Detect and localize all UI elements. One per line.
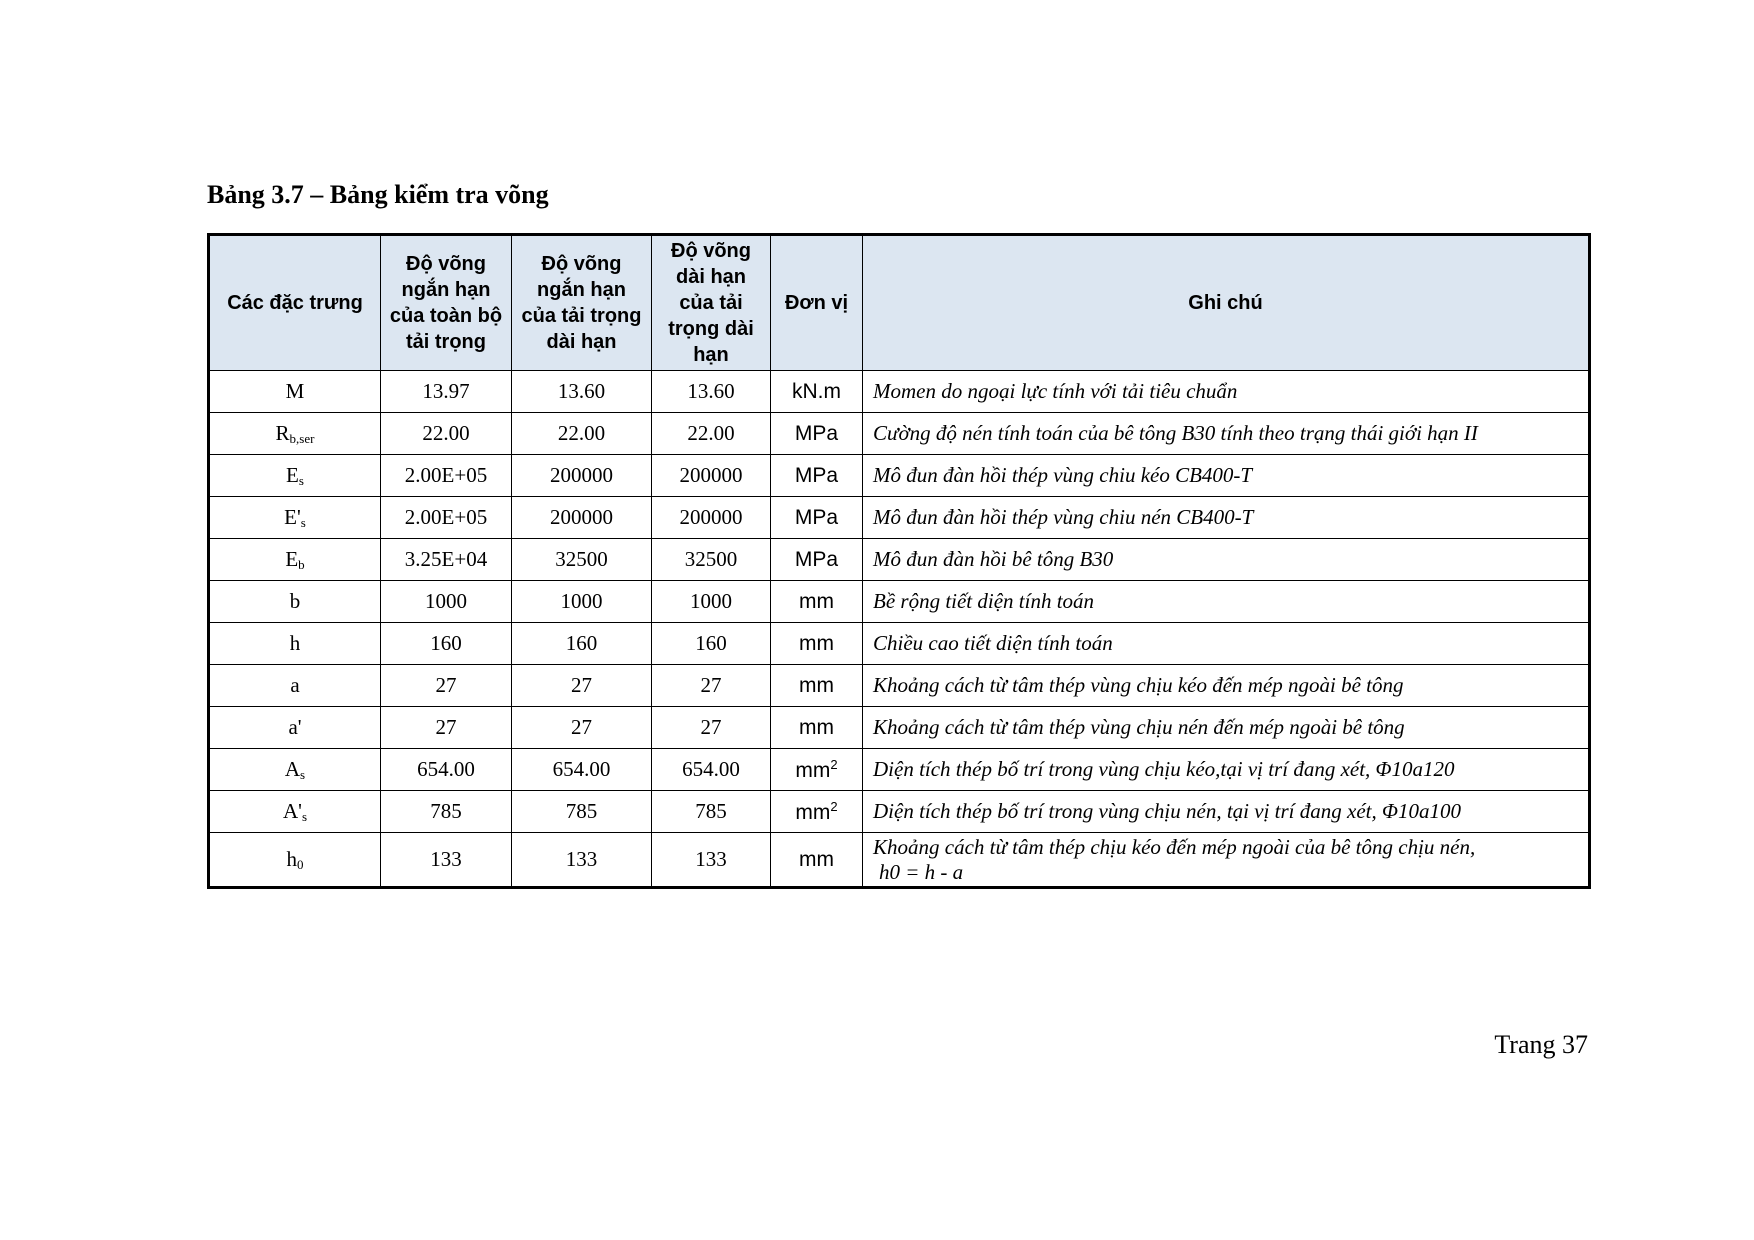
cell-value: 27 xyxy=(512,665,652,707)
cell-unit: mm xyxy=(771,665,863,707)
page-number: Trang 37 xyxy=(1494,1030,1588,1059)
cell-unit: MPa xyxy=(771,455,863,497)
cell-note: Khoảng cách từ tâm thép chịu kéo đến mép ngoài của bê tông chịu nén, h0 = h - a xyxy=(863,833,1590,888)
cell-unit: kN.m xyxy=(771,371,863,413)
cell-note: Cường độ nén tính toán của bê tông B30 tính theo trạng thái giới hạn II xyxy=(863,413,1590,455)
cell-unit: $mm^2$ xyxy=(771,749,863,791)
table-row xyxy=(209,497,1590,539)
table-caption: Bảng 3.7 – Bảng kiểm tra võng xyxy=(207,180,549,209)
cell-value: 3.25E+04 xyxy=(381,539,512,581)
cell-symbol: $h_0$ xyxy=(209,833,381,888)
cell-value: 200000 xyxy=(652,497,771,539)
cell-symbol: $E_b$ xyxy=(209,539,381,581)
cell-value: 27 xyxy=(512,707,652,749)
cell-value: 32500 xyxy=(652,539,771,581)
cell-note: Mô đun đàn hồi thép vùng chiu kéo CB400-T xyxy=(863,455,1590,497)
cell-unit: MPa xyxy=(771,539,863,581)
cell-note: Chiều cao tiết diện tính toán xyxy=(863,623,1590,665)
table-row xyxy=(209,371,1590,413)
header-short-term-full-load: Độ võng ngắn hạn của toàn bộ tải trọng xyxy=(381,235,512,371)
cell-value: 1000 xyxy=(381,581,512,623)
cell-unit: mm xyxy=(771,707,863,749)
table-row xyxy=(209,539,1590,581)
cell-value: 200000 xyxy=(652,455,771,497)
cell-unit: mm xyxy=(771,623,863,665)
cell-value: 1000 xyxy=(652,581,771,623)
cell-value: 654.00 xyxy=(652,749,771,791)
table-row xyxy=(209,707,1590,749)
cell-value: 22.00 xyxy=(512,413,652,455)
cell-value: 27 xyxy=(381,665,512,707)
table-row xyxy=(209,833,1590,888)
cell-value: 2.00E+05 xyxy=(381,455,512,497)
cell-value: 785 xyxy=(652,791,771,833)
table-row xyxy=(209,749,1590,791)
cell-symbol: $A'_s$ xyxy=(209,791,381,833)
cell-value: 160 xyxy=(652,623,771,665)
table-row xyxy=(209,413,1590,455)
cell-note: Diện tích thép bố trí trong vùng chịu kéo,tại vị trí đang xét, Φ10a120 xyxy=(863,749,1590,791)
cell-unit: $mm^2$ xyxy=(771,791,863,833)
cell-value: 27 xyxy=(652,707,771,749)
table-row xyxy=(209,455,1590,497)
cell-value: 13.97 xyxy=(381,371,512,413)
cell-note: Diện tích thép bố trí trong vùng chịu nén, tại vị trí đang xét, Φ10a100 xyxy=(863,791,1590,833)
cell-note: Momen do ngoại lực tính với tải tiêu chuẩn xyxy=(863,371,1590,413)
cell-note: Khoảng cách từ tâm thép vùng chịu kéo đến mép ngoài bê tông xyxy=(863,665,1590,707)
cell-note: Mô đun đàn hồi thép vùng chiu nén CB400-T xyxy=(863,497,1590,539)
header-long-term-long-load: Độ võng dài hạn của tải trọng dài hạn xyxy=(652,235,771,371)
cell-note: Mô đun đàn hồi bê tông B30 xyxy=(863,539,1590,581)
cell-value: 200000 xyxy=(512,497,652,539)
cell-value: 133 xyxy=(652,833,771,888)
cell-value: 785 xyxy=(512,791,652,833)
cell-value: 654.00 xyxy=(381,749,512,791)
cell-symbol: $R_{b,ser}$ xyxy=(209,413,381,455)
table-row xyxy=(209,791,1590,833)
cell-symbol: a xyxy=(209,665,381,707)
cell-value: 200000 xyxy=(512,455,652,497)
table-header-row xyxy=(209,235,1590,371)
cell-value: 13.60 xyxy=(512,371,652,413)
cell-value: 22.00 xyxy=(652,413,771,455)
cell-unit: MPa xyxy=(771,497,863,539)
cell-symbol: h xyxy=(209,623,381,665)
cell-unit: mm xyxy=(771,833,863,888)
cell-note: Khoảng cách từ tâm thép vùng chịu nén đến mép ngoài bê tông xyxy=(863,707,1590,749)
deflection-check-table xyxy=(207,233,1591,889)
cell-value: 1000 xyxy=(512,581,652,623)
cell-symbol: b xyxy=(209,581,381,623)
cell-value: 13.60 xyxy=(652,371,771,413)
cell-symbol: $A_s$ xyxy=(209,749,381,791)
cell-symbol: $E'_s$ xyxy=(209,497,381,539)
cell-symbol: a' xyxy=(209,707,381,749)
cell-unit: mm xyxy=(771,581,863,623)
cell-value: 2.00E+05 xyxy=(381,497,512,539)
cell-value: 160 xyxy=(381,623,512,665)
table-row xyxy=(209,665,1590,707)
cell-value: 27 xyxy=(652,665,771,707)
cell-value: 133 xyxy=(512,833,652,888)
cell-value: 160 xyxy=(512,623,652,665)
cell-value: 27 xyxy=(381,707,512,749)
table-row xyxy=(209,623,1590,665)
header-unit: Đơn vị xyxy=(771,235,863,371)
cell-symbol: M xyxy=(209,371,381,413)
header-note: Ghi chú xyxy=(863,235,1590,371)
cell-value: 654.00 xyxy=(512,749,652,791)
cell-unit: MPa xyxy=(771,413,863,455)
table-row xyxy=(209,581,1590,623)
cell-value: 22.00 xyxy=(381,413,512,455)
cell-note: Bề rộng tiết diện tính toán xyxy=(863,581,1590,623)
header-characteristics: Các đặc trưng xyxy=(209,235,381,371)
cell-symbol: $E_s$ xyxy=(209,455,381,497)
cell-value: 133 xyxy=(381,833,512,888)
cell-value: 785 xyxy=(381,791,512,833)
cell-value: 32500 xyxy=(512,539,652,581)
header-short-term-long-load: Độ võng ngắn hạn của tải trọng dài hạn xyxy=(512,235,652,371)
